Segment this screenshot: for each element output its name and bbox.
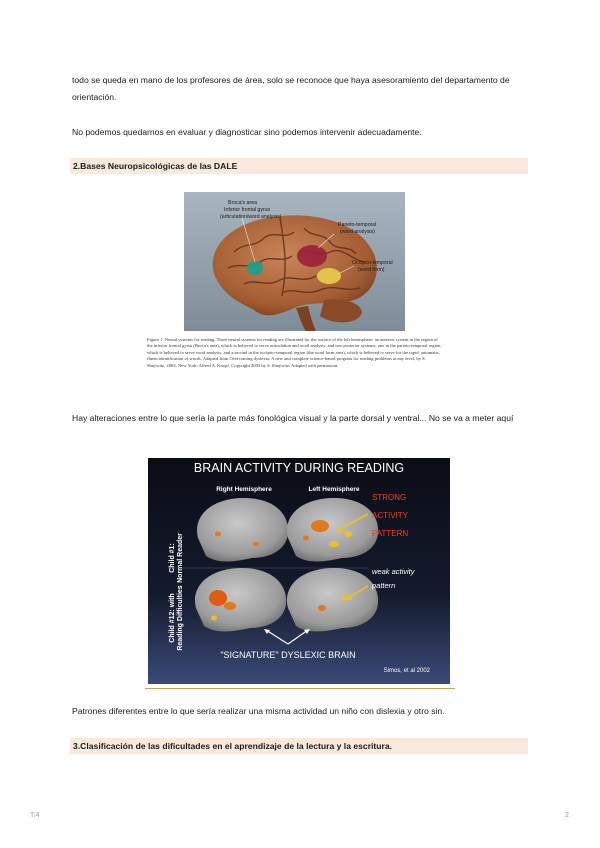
label-parietal-2: (word analysis) [340,229,375,235]
section-heading-2: 2.Bases Neuropsicológicas de las DALE [70,158,528,174]
brain-row1-left [287,498,378,562]
row2-label-b: Reading Difficulties [177,585,184,651]
brain-activity-diagram [148,458,450,684]
label-broca-1: Broca's area [228,200,257,206]
figure2-credit: Simos, et al 2002 [383,668,430,674]
paragraph-intervention: No podemos quedarnos en evaluar y diagnosticar sino podemos intervenir adecuadamente. [72,127,422,137]
figure-neural-systems [147,192,443,398]
brain-row2-left [287,568,378,632]
brain-diagram [184,192,405,331]
strong-activity-3: PATTERN [372,529,409,538]
row2-label-a: Child #12: with [169,593,176,643]
signature-label: "SIGNATURE" DYSLEXIC BRAIN [220,650,356,660]
page-number: 2 [565,812,569,819]
figure-caption: Figure 1. Neural systems for reading. Three neural systems for reading are illustrated for the surface of the left hemisphere: an anterior system in the region of the inferior frontal gyrus (Broca's area), which is believed to serve articulation and word analysis, and two posterior systems, one in the parieto-temporal region, which is believed to serve word analysis, and a second in the occipito-temporal region (the word form area), which is believed to serve for the rapid, automatic, fluent identification of words. Adapted from Overcoming dyslexia: A new and complete science-based program for reading problems at any level, by S. Shaywitz, 2003, New York: Alfred A. Knopf. Copyright 2003 by S. Shaywitz. Adapted with permission. [147,337,442,368]
paragraph-alterations: Hay alteraciones entre lo que sería la parte más fonológica visual y la parte dorsal y ventral... No se va a meter aquí [72,413,514,423]
figure-brain-activity [148,458,450,684]
row1-label-b: Normal Reader [177,533,184,583]
footer-left: T.4 [30,812,40,819]
label-occipital-2: (word form) [358,267,385,273]
paragraph-patterns: Patrones diferentes entre lo que sería realizar una misma actividad un niño con dislexia y otro sin. [72,706,445,716]
left-hemisphere-label: Left Hemisphere [308,486,360,493]
section-heading-3: 3.Clasificación de las dificultades en el aprendizaje de la lectura y la escritura. [70,738,528,754]
row1-label-a: Child #1: [169,543,176,573]
figure2-title: BRAIN ACTIVITY DURING READING [193,461,405,475]
weak-activity-2: pattern [372,581,396,590]
weak-activity-1: weak activity [372,567,415,576]
label-occipital-1: Occipito-temporal [352,260,393,266]
figure-underline [145,688,455,689]
right-hemisphere-label: Right Hemisphere [216,486,272,493]
label-broca-3: (articulation/word analysis) [220,214,282,220]
brain-illustration [184,192,405,331]
strong-activity-1: STRONG [372,493,407,502]
brain-row2-right [195,568,286,632]
paragraph-intro: todo se queda en mano de los profesores de área, solo se reconoce que haya asesoramiento del departamento de orientación. [72,75,510,102]
label-parietal-1: Parieto-temporal [338,222,377,228]
strong-activity-2: ACTIVITY [372,511,409,520]
label-broca-2: Inferior frontal gyrus [224,207,271,213]
brain-row1-right [197,498,288,562]
